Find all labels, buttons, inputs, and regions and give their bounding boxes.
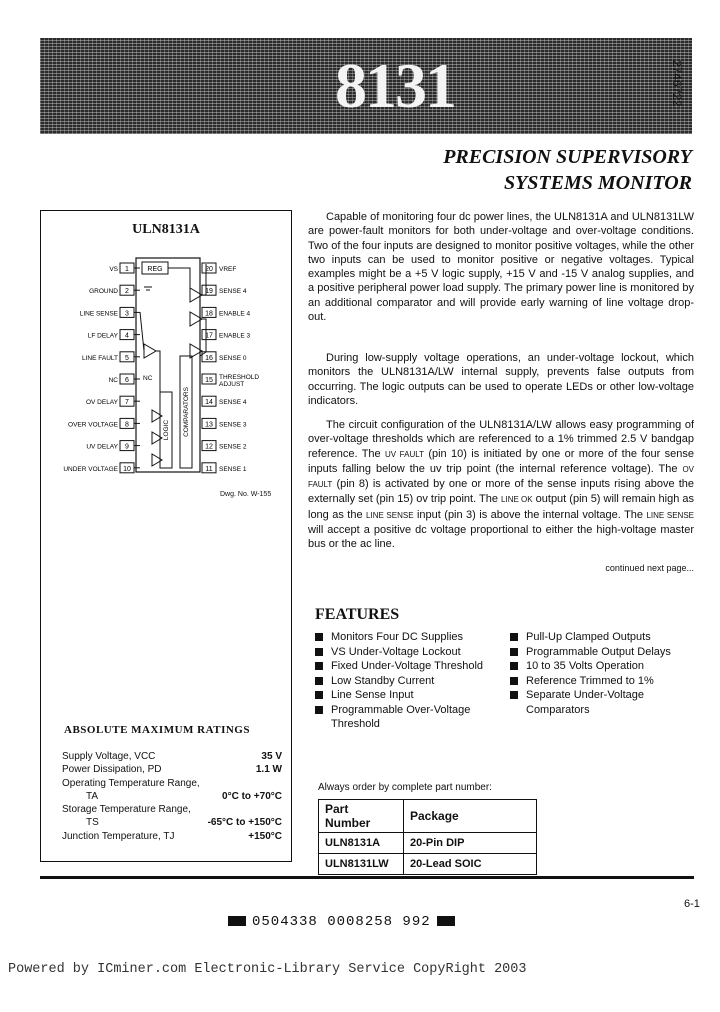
pin-label: LF DELAY <box>87 332 118 340</box>
abs-max-heading: ABSOLUTE MAXIMUM RATINGS <box>64 724 250 736</box>
internal-wire <box>156 351 160 392</box>
title-line-2: SYSTEMS MONITOR <box>503 172 692 194</box>
features-heading: FEATURES <box>315 606 400 623</box>
pin-number: 7 <box>125 399 129 407</box>
pin-label: VS <box>109 266 118 273</box>
part-number-cell: ULN8131A <box>319 833 404 854</box>
pin-label: SENSE 0 <box>219 354 247 362</box>
features-list-right <box>510 630 694 717</box>
pin-label: SENSE 3 <box>219 421 247 429</box>
barcode-line: 0504338 0008258 992 <box>222 914 461 930</box>
rating-row: Operating Temperature Range, <box>62 777 200 789</box>
part-number-table <box>318 799 537 875</box>
order-note: Always order by complete part number: <box>318 782 492 793</box>
feature-item: 10 to 35 Volts Operation <box>510 659 694 674</box>
feature-item: Programmable Output Delays <box>510 645 694 660</box>
pin-label: UV DELAY <box>86 443 118 451</box>
abs-max-ratings <box>62 750 282 843</box>
description-p3: The circuit configuration of the ULN8131A/LW allows easy programming of over-voltage thresholds which are referenced to a 1% trimmed 2.5 V bandgap reference. The UV FAULT (pin 10) is initiated by one or more of the four sense inputs falling below the uv trip point (the internal reference voltage). The OV FAULT (pin 8) is activated by one or more of the sense inputs rising above the externally set (pin 15) ov trip point. The LINE OK output (pin 5) will remain high as long as the LINE SENSE input (pin 3) is above the internal voltage. The LINE SENSE will accept a positive dc voltage proportional to either the high-voltage master bus or the ac line. <box>308 419 695 551</box>
feature-item: Line Sense Input <box>315 688 511 703</box>
feature-item: VS Under-Voltage Lockout <box>315 645 511 660</box>
pin-number: 19 <box>205 288 213 296</box>
feature-item: Programmable Over-Voltage Threshold <box>315 703 511 732</box>
header-banner <box>40 38 692 134</box>
pin-number: 16 <box>205 354 213 362</box>
feature-item: Separate Under-Voltage Comparators <box>510 688 694 717</box>
pin-number: 6 <box>125 377 129 384</box>
pin-label: VREF <box>219 266 237 273</box>
pin-label: OV DELAY <box>85 399 118 407</box>
package-cell: 20-Lead SOIC <box>404 854 537 875</box>
rating-row: TA 0°C to +70°C <box>86 790 282 802</box>
pin-label: SENSE 4 <box>219 399 247 407</box>
pin-number: 10 <box>123 465 131 473</box>
pin-number: 13 <box>205 421 213 429</box>
table-row <box>319 854 537 875</box>
rating-row: Power Dissipation, PD 1.1 W <box>62 764 282 776</box>
side-code: 2746722 <box>670 60 684 107</box>
dwg-number-label: Dwg. No. W-155 <box>220 491 272 498</box>
pin-number: 5 <box>125 354 129 362</box>
pin-number: 14 <box>205 399 213 407</box>
pin-number: 1 <box>125 266 129 273</box>
rating-row: Storage Temperature Range, <box>62 804 191 816</box>
pin-number: 2 <box>125 288 129 296</box>
pin-label: SENSE 4 <box>219 288 247 296</box>
pin-label: UNDER VOLTAGE <box>63 465 118 473</box>
feature-item: Low Standby Current <box>315 674 511 689</box>
rating-row: Junction Temperature, TJ +150°C <box>62 830 282 842</box>
ic-diagram-title: ULN8131A <box>132 222 200 237</box>
internal-wire <box>140 312 144 351</box>
continued-note: continued next page... <box>605 563 694 573</box>
feature-item: Monitors Four DC Supplies <box>315 630 511 645</box>
page-number: 6-1 <box>684 898 700 910</box>
internal-wire <box>168 268 190 288</box>
pin-label: LINE SENSE <box>79 310 118 318</box>
pin-label: SENSE 1 <box>219 465 247 473</box>
bottom-rule <box>40 876 694 879</box>
pin-number: 20 <box>205 266 213 273</box>
pin-number: 9 <box>125 443 129 451</box>
pin-label: ENABLE 3 <box>219 332 251 340</box>
pin-number: 15 <box>205 377 213 384</box>
banner-part-number: 8131 <box>335 50 455 121</box>
feature-item: Pull-Up Clamped Outputs <box>510 630 694 645</box>
pin-number: 8 <box>125 421 129 429</box>
comparators-label: COMPARATORS <box>183 387 190 437</box>
pin-label: THRESHOLD ADJUST <box>219 374 260 388</box>
part-number-header: Part Number <box>319 800 404 833</box>
feature-item: Reference Trimmed to 1% <box>510 674 694 689</box>
pin-number: 4 <box>125 332 129 340</box>
pin-number: 17 <box>205 332 213 340</box>
table-row <box>319 833 537 854</box>
feature-item: Fixed Under-Voltage Threshold <box>315 659 511 674</box>
logic-label: LOGIC <box>163 419 170 441</box>
comparator-symbol <box>144 344 156 358</box>
pin-label: NC <box>108 377 118 384</box>
pin-label: GROUND <box>89 288 118 296</box>
rating-row: Supply Voltage, VCC 35 V <box>62 751 282 762</box>
pin-number: 18 <box>205 310 213 318</box>
footer-copyright: Powered by ICminer.com Electronic-Library Service CopyRight 2003 <box>8 962 527 977</box>
package-cell: 20-Pin DIP <box>404 833 537 854</box>
barcode-block <box>437 916 455 926</box>
description-p2: During low-supply voltage operations, an under-voltage lockout, which monitors the ULN8131A/LW internal supply, prevents false outputs from occurring. The logic outputs can be used to operate LEDs or other low-voltage indicators. <box>308 352 694 407</box>
pin-number: 3 <box>125 310 129 318</box>
reg-label: REG <box>147 266 163 273</box>
pin-number: 12 <box>205 443 213 451</box>
nc-internal-label: NC <box>143 375 153 382</box>
package-header: Package <box>404 800 537 833</box>
title-line-1: PRECISION SUPERVISORY <box>443 146 692 168</box>
barcode-block <box>228 916 246 926</box>
part-number-cell: ULN8131LW <box>319 854 404 875</box>
pin-label: OVER VOLTAGE <box>68 421 118 429</box>
description-p1: Capable of monitoring four dc power lines, the ULN8131A and ULN8131LW are power-fault monitors for both under-voltage and over-voltage conditions. Two of the four inputs are designed to monitor positive voltages, while the other two inputs can be used to monitor positive or negative voltages. Typical examples might be a +5 V logic supply, +15 V and -15 V analog supplies, and a positive peripheral power load supply. The primary power line is monitored by an additional comparator and will provide early warning of line voltage drop-out. <box>308 211 694 324</box>
rating-row: TS -65°C to +150°C <box>86 817 282 829</box>
pin-number: 11 <box>205 465 213 473</box>
pin-label: LINE FAULT <box>81 354 118 362</box>
pin-label: ENABLE 4 <box>219 310 251 318</box>
features-list-left <box>315 630 511 732</box>
pinout-diagram <box>56 252 278 482</box>
pin-label: SENSE 2 <box>219 443 247 451</box>
